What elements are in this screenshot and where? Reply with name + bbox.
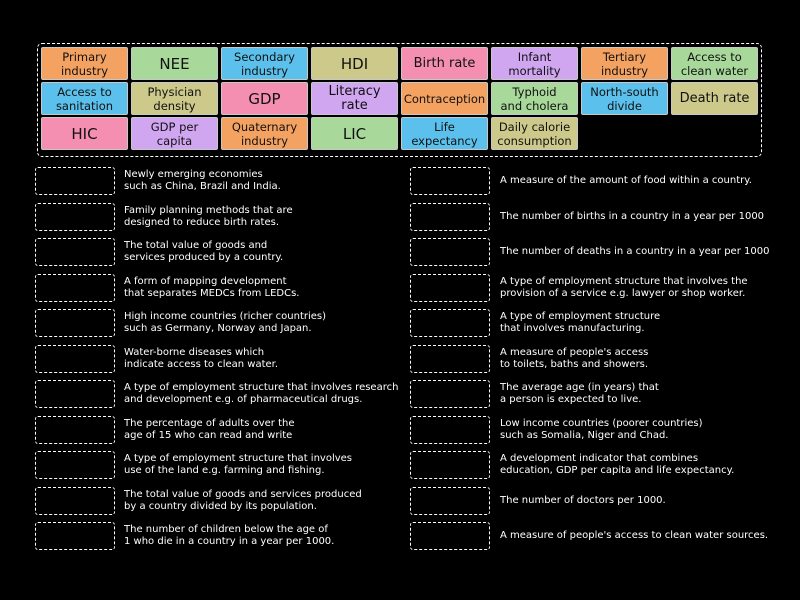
tile-literacy-rate[interactable] bbox=[311, 82, 398, 115]
definition-text: The total value of goods and services produced by a country divided by its population. bbox=[124, 488, 362, 512]
tile-label: Death rate bbox=[679, 90, 750, 106]
tile-life-expectancy[interactable] bbox=[401, 117, 488, 150]
tile-label: Infant mortality bbox=[508, 49, 561, 78]
tile-label: Contraception bbox=[403, 91, 486, 106]
tile-label: HIC bbox=[71, 124, 98, 143]
drop-slot[interactable] bbox=[35, 345, 115, 373]
tile-label: Typhoid and cholera bbox=[500, 84, 569, 113]
definition-text: A measure of people's access to clean water sources. bbox=[500, 530, 769, 541]
drop-slot[interactable] bbox=[410, 380, 490, 408]
tile-label: Access to clean water bbox=[680, 49, 749, 78]
tile-gdp[interactable] bbox=[221, 82, 308, 115]
tile-gdp-per-capita[interactable] bbox=[131, 117, 218, 150]
tile-label: Daily calorie consumption bbox=[497, 119, 572, 148]
tile-physician-density[interactable] bbox=[131, 82, 218, 115]
definition-text: A type of employment structure that involves use of the land e.g. farming and fishing. bbox=[124, 453, 352, 476]
tile-tertiary-industry[interactable] bbox=[581, 47, 668, 80]
tile-label: Birth rate bbox=[413, 55, 476, 71]
tile-contraception[interactable] bbox=[401, 82, 488, 115]
drop-slot[interactable] bbox=[410, 167, 490, 195]
definition-text: The number of children below the age of 1 who die in a country in a year per 1000. bbox=[124, 524, 335, 547]
drop-slot[interactable] bbox=[410, 487, 490, 515]
definition-text: Family planning methods that are designed to reduce birth rates. bbox=[124, 204, 293, 228]
drop-slot[interactable] bbox=[410, 522, 490, 550]
drop-slot[interactable] bbox=[410, 274, 490, 302]
tile-nee[interactable] bbox=[131, 47, 218, 80]
tile-label: NEE bbox=[159, 54, 190, 73]
definition-text: A measure of the amount of food within a country. bbox=[500, 175, 752, 186]
tile-label: GDP bbox=[248, 89, 281, 108]
tile-label: Literacy rate bbox=[328, 83, 381, 113]
drop-slot[interactable] bbox=[35, 380, 115, 408]
definition-text: A development indicator that combines education, GDP per capita and life expectancy. bbox=[500, 453, 735, 476]
drop-slot[interactable] bbox=[35, 238, 115, 266]
tile-typhoid-and-cholera[interactable] bbox=[491, 82, 578, 115]
definition-text: A type of employment structure that involves research and development e.g. of pharmaceutical drugs. bbox=[124, 382, 399, 405]
definition-text: A type of employment structure that involves the provision of a service e.g. lawyer or shop worker. bbox=[500, 275, 748, 299]
tile-label: GDP per capita bbox=[150, 119, 199, 148]
drop-slot[interactable] bbox=[35, 451, 115, 479]
drop-slot[interactable] bbox=[35, 274, 115, 302]
definition-text: The number of births in a country in a year per 1000 bbox=[500, 210, 765, 222]
tile-lic[interactable] bbox=[311, 117, 398, 150]
drop-slot[interactable] bbox=[35, 522, 115, 550]
definition-text: Low income countries (poorer countries) such as Somalia, Niger and Chad. bbox=[500, 417, 703, 441]
tile-primary-industry[interactable] bbox=[41, 47, 128, 80]
drop-slot[interactable] bbox=[35, 167, 115, 195]
definition-text: A type of employment structure that involves manufacturing. bbox=[500, 311, 661, 334]
definition-text: Water-borne diseases which indicate access to clean water. bbox=[124, 346, 279, 370]
tile-daily-calorie-consumption[interactable] bbox=[491, 117, 578, 150]
definition-text: The number of deaths in a country in a year per 1000 bbox=[500, 246, 770, 257]
definition-text: High income countries (richer countries) such as Germany, Norway and Japan. bbox=[124, 311, 327, 334]
tile-hdi[interactable] bbox=[311, 47, 398, 80]
tile-quaternary-industry[interactable] bbox=[221, 117, 308, 150]
tile-label: HDI bbox=[340, 54, 369, 73]
tile-label: Quaternary industry bbox=[231, 119, 298, 148]
drop-slot[interactable] bbox=[35, 309, 115, 337]
tile-hic[interactable] bbox=[41, 117, 128, 150]
tile-north-south-divide[interactable] bbox=[581, 82, 668, 115]
definition-text: The number of doctors per 1000. bbox=[500, 494, 666, 506]
drop-slot[interactable] bbox=[35, 416, 115, 444]
drop-slot[interactable] bbox=[410, 309, 490, 337]
tile-birth-rate[interactable] bbox=[401, 47, 488, 80]
drop-slot[interactable] bbox=[410, 238, 490, 266]
definition-text: Newly emerging economies such as China, Brazil and India. bbox=[124, 169, 281, 192]
tile-infant-mortality[interactable] bbox=[491, 47, 578, 80]
tile-label: Life expectancy bbox=[411, 119, 478, 148]
definition-text: The average age (in years) that a person is expected to live. bbox=[500, 382, 659, 405]
tile-label: Secondary industry bbox=[234, 49, 295, 78]
tile-label: Physician density bbox=[147, 84, 202, 113]
tile-label: Primary industry bbox=[60, 49, 109, 78]
definition-text: A measure of people's access to toilets, baths and showers. bbox=[500, 346, 649, 370]
drop-slot[interactable] bbox=[35, 203, 115, 231]
drop-slot[interactable] bbox=[410, 345, 490, 373]
drop-slot[interactable] bbox=[410, 203, 490, 231]
tile-access-to-clean-water[interactable] bbox=[671, 47, 758, 80]
definition-text: The total value of goods and services produced by a country. bbox=[124, 240, 284, 263]
tile-access-to-sanitation[interactable] bbox=[41, 82, 128, 115]
tile-label: Access to sanitation bbox=[55, 84, 114, 113]
tile-secondary-industry[interactable] bbox=[221, 47, 308, 80]
drop-slot[interactable] bbox=[35, 487, 115, 515]
definition-text: A form of mapping development that separates MEDCs from LEDCs. bbox=[124, 275, 300, 299]
definition-text: The percentage of adults over the age of 15 who can read and write bbox=[124, 417, 295, 441]
tile-label: North-south divide bbox=[590, 84, 659, 113]
drop-slot[interactable] bbox=[410, 416, 490, 444]
drop-slot[interactable] bbox=[410, 451, 490, 479]
tile-death-rate[interactable] bbox=[671, 82, 758, 115]
tile-label: LIC bbox=[342, 124, 367, 143]
tile-label: Tertiary industry bbox=[600, 49, 649, 78]
